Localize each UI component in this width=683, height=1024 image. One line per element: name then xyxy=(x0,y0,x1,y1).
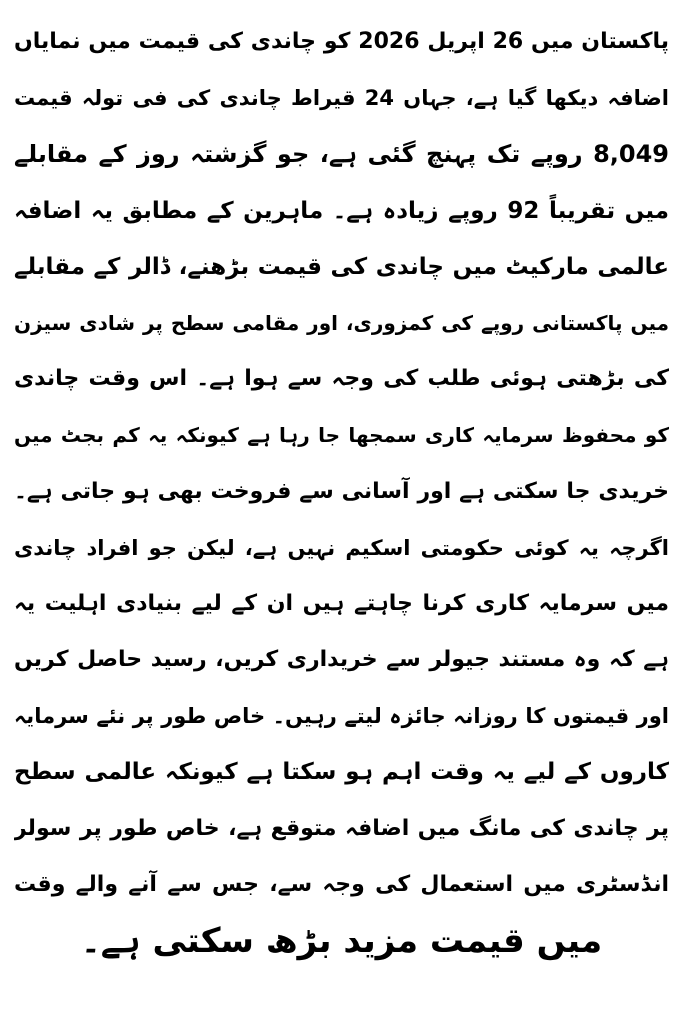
article-line: عالمی مارکیٹ میں چاندی کی قیمت بڑھنے، ڈالر کے مقابلے xyxy=(14,253,669,280)
article-line: اضافہ دیکھا گیا ہے، جہاں 24 قیراط چاندی کی فی تولہ قیمت xyxy=(14,86,669,111)
article-line: کاروں کے لیے یہ وقت اہم ہو سکتا ہے کیونکہ عالمی سطح xyxy=(14,759,669,786)
article-line: انڈسٹری میں استعمال کی وجہ سے، جس سے آنے والے وقت xyxy=(14,871,669,897)
article-line: کو محفوظ سرمایہ کاری سمجھا جا رہا ہے کیونکہ یہ کم بجٹ میں xyxy=(14,423,669,448)
article-line: اور قیمتوں کا روزانہ جائزہ لیتے رہیں۔ خاص طور پر نئے سرمایہ xyxy=(14,704,669,729)
article-line: اگرچہ یہ کوئی حکومتی اسکیم نہیں ہے، لیکن جو افراد چاندی xyxy=(14,535,669,560)
article-line: کی بڑھتی ہوئی طلب کی وجہ سے ہوا ہے۔ اس وقت چاندی xyxy=(14,366,669,392)
article-line: پاکستان میں 26 اپریل 2026 کو چاندی کی قیمت میں نمایاں xyxy=(14,29,669,54)
article-line: میں تقریباً 92 روپے زیادہ ہے۔ ماہرین کے مطابق یہ اضافہ xyxy=(14,197,669,224)
article-line: 8,049 روپے تک پہنچ گئی ہے، جو گزشتہ روز کے مقابلے xyxy=(14,140,669,169)
article-line: خریدی جا سکتی ہے اور آسانی سے فروخت بھی ہو جاتی ہے۔ xyxy=(14,478,669,504)
article-line: میں سرمایہ کاری کرنا چاہتے ہیں ان کے لیے بنیادی اہلیت یہ xyxy=(14,590,669,616)
article-line: میں قیمت مزید بڑھ سکتی ہے۔ xyxy=(80,921,603,961)
article-line: پر چاندی کی مانگ میں اضافہ متوقع ہے، خاص طور پر سولر xyxy=(14,815,669,841)
article-line: ہے کہ وہ مستند جیولر سے خریداری کریں، رسید حاصل کریں xyxy=(14,647,669,673)
article-line: میں پاکستانی روپے کی کمزوری، اور مقامی سطح پر شادی سیزن xyxy=(14,310,669,335)
